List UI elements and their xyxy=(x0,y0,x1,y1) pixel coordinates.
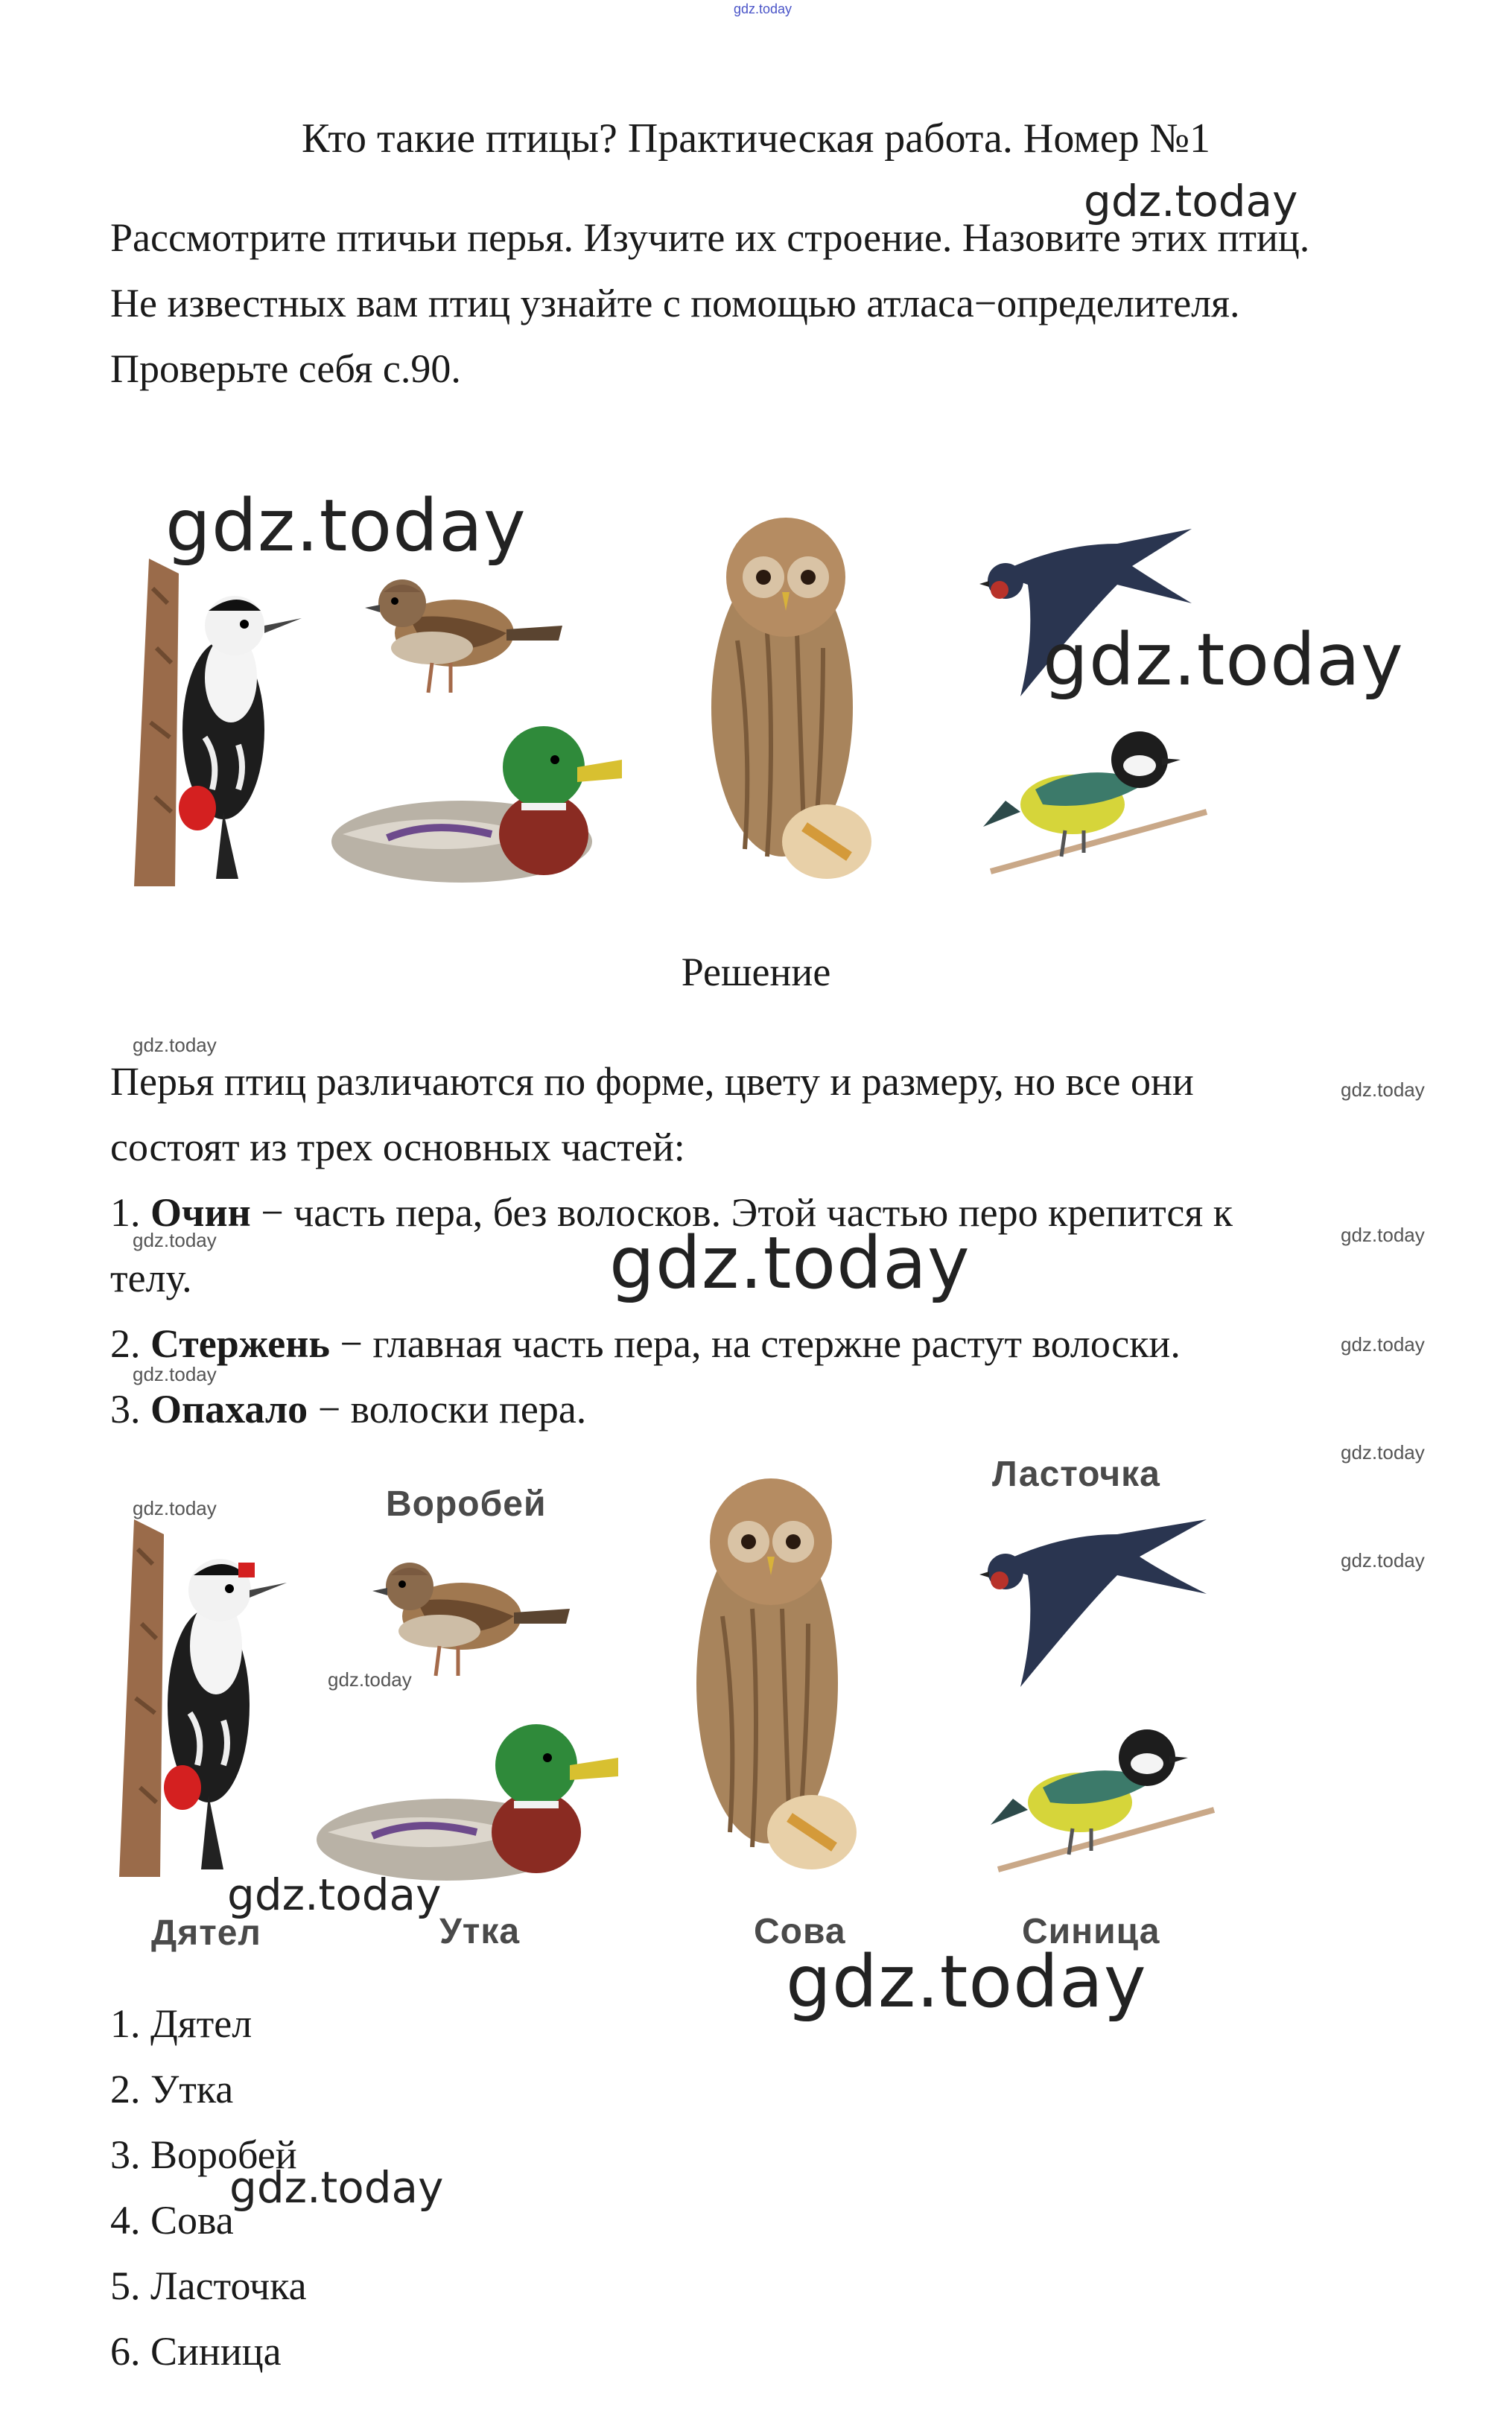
birds-illustration-labeled xyxy=(112,1467,1452,1914)
watermark: gdz.today xyxy=(133,1229,217,1251)
part-item-2 xyxy=(110,1321,1181,1366)
answer-item: 6. Синица xyxy=(110,2329,282,2374)
label-swallow: Ласточка xyxy=(992,1455,1160,1494)
part-term: Стержень xyxy=(150,1321,330,1366)
part-term: Опахало xyxy=(150,1387,308,1432)
watermark: gdz.today xyxy=(1341,1333,1425,1356)
watermark: gdz.today xyxy=(227,1869,442,1920)
part-number: 1. xyxy=(110,1190,141,1235)
part-description: − волоски пера. xyxy=(308,1387,587,1432)
part-description: − главная часть пера, на стержне растут волоски. xyxy=(329,1321,1181,1366)
header-watermark: gdz.today xyxy=(734,1,792,16)
part-item-1-continuation: телу. xyxy=(110,1256,192,1300)
answer-item: 1. Дятел xyxy=(110,2001,252,2046)
watermark: gdz.today xyxy=(1043,618,1404,702)
label-duck: Утка xyxy=(439,1912,521,1951)
page-title: Кто такие птицы? Практическая работа. Номер №1 xyxy=(301,115,1211,162)
task-line-3: Проверьте себя с.90. xyxy=(110,346,461,391)
duck-image xyxy=(328,715,626,894)
label-owl: Сова xyxy=(754,1912,846,1951)
swallow-image xyxy=(983,1504,1222,1698)
label-woodpecker: Дятел xyxy=(151,1913,261,1953)
watermark: gdz.today xyxy=(1341,1441,1425,1464)
tit-image xyxy=(991,700,1214,894)
solution-intro-line-2: состоят из трех основных частей: xyxy=(110,1125,685,1169)
watermark: gdz.today xyxy=(133,1497,217,1519)
answer-item: 5. Ласточка xyxy=(110,2263,307,2308)
solution-heading: Решение xyxy=(681,950,831,994)
watermark: gdz.today xyxy=(1341,1549,1425,1572)
watermark: gdz.today xyxy=(1084,176,1298,226)
duck-image xyxy=(313,1713,626,1892)
sparrow-image xyxy=(358,559,566,708)
part-number: 2. xyxy=(110,1321,141,1366)
answer-item: 2. Утка xyxy=(110,2067,234,2112)
watermark: gdz.today xyxy=(328,1668,412,1691)
watermark: gdz.today xyxy=(165,484,527,568)
watermark: gdz.today xyxy=(1341,1224,1425,1246)
watermark: gdz.today xyxy=(133,1034,217,1056)
watermark: gdz.today xyxy=(786,1940,1147,2024)
part-number: 3. xyxy=(110,1387,141,1432)
watermark: gdz.today xyxy=(229,2162,444,2213)
task-line-1: Рассмотрите птичьи перья. Изучите их строение. Назовите этих птиц. xyxy=(110,215,1310,260)
label-sparrow: Воробей xyxy=(386,1484,547,1524)
woodpecker-image xyxy=(134,559,305,886)
woodpecker-image xyxy=(119,1519,290,1877)
task-line-2: Не известных вам птиц узнайте с помощью атласа−определителя. xyxy=(110,281,1240,325)
answer-item: 4. Сова xyxy=(110,2198,234,2243)
tit-image xyxy=(998,1698,1222,1892)
watermark: gdz.today xyxy=(1341,1078,1425,1101)
answer-item: 3. Воробей xyxy=(110,2132,297,2177)
part-description: − часть пера, без волосков. Этой частью перо крепится к xyxy=(250,1190,1233,1235)
owl-image xyxy=(700,506,879,894)
solution-intro-line-1: Перья птиц различаются по форме, цвету и размеру, но все они xyxy=(110,1059,1194,1104)
label-tit: Синица xyxy=(1022,1912,1160,1951)
watermark: gdz.today xyxy=(609,1221,971,1305)
watermark: gdz.today xyxy=(133,1363,217,1385)
owl-image xyxy=(685,1467,864,1884)
part-term: Очин xyxy=(150,1190,251,1235)
part-item-3 xyxy=(110,1387,587,1432)
